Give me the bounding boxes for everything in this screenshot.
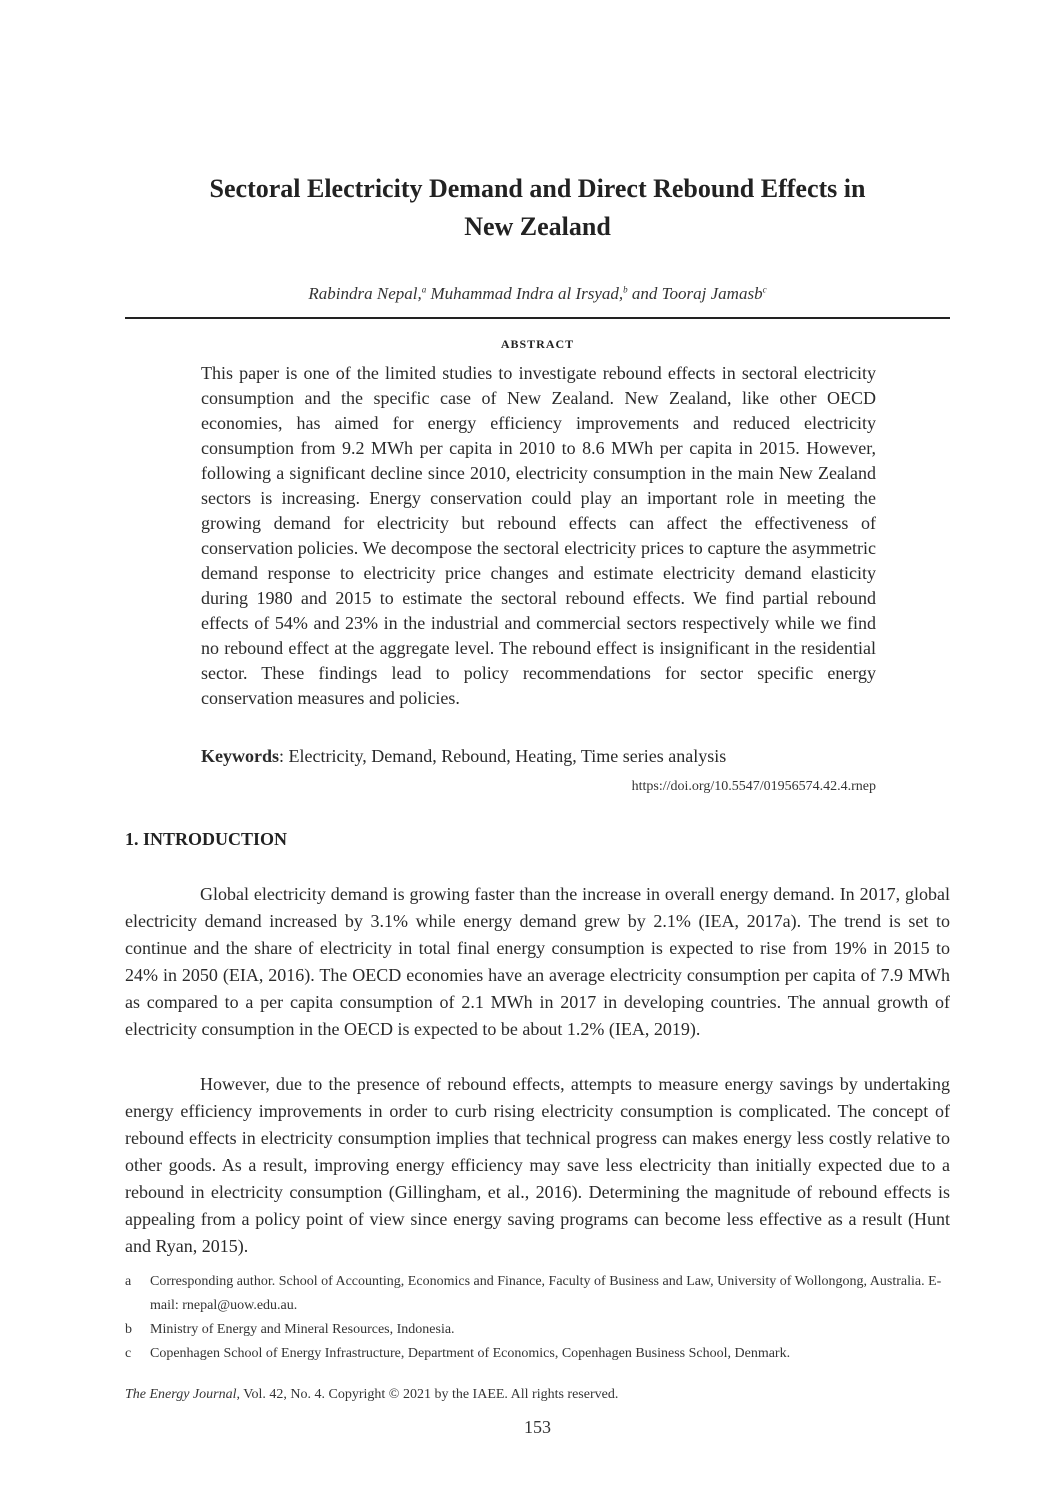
abstract-text: This paper is one of the limited studies to investigate rebound effects in sectoral electricity consumption and the specific case of New Zealand. New Zealand, like other OECD economies, has aimed for energy efficiency improvements and reduced electricity consumption from 9.2 MWh per capita in 2010 to 8.6 MWh per capita in 2015. However, following a significant decline since 2010, electricity consumption in the main New Zealand sectors is increasing. Energy conservation could play an important role in meeting the growing demand for electricity but rebound effects can affect the effectiveness of conservation policies. We decompose the sectoral electricity prices to capture the asymmetric demand response to electricity price changes and estimate electricity demand elasticity during 1980 and 2015 to estimate the sectoral rebound effects. We find partial rebound effects of 54% and 23% in the industrial and commercial sectors respectively while we find no rebound effect at the aggregate level. The rebound effect is insignificant in the residential sector. These findings lead to policy recommendations for sector specific energy conservation measures and policies. [201,363,876,708]
journal-details: , Vol. 42, No. 4. Copyright © 2021 by the IAEE. All rights reserved. [236,1387,619,1402]
author-name: Muhammad Indra al Irsyad, [426,284,624,303]
footnote-text: Corresponding author. School of Accounting, Economics and Finance, Faculty of Business and Law, University of Wollongong, Australia. E-mail: rnepal@uow.edu.au. [150,1274,942,1313]
body-paragraph: However, due to the presence of rebound effects, attempts to measure energy savings by undertaking energy efficiency improvements in order to curb rising electricity consumption is complicated. The concept of rebound effects in electricity consumption implies that technical progress can makes energy less costly relative to other goods. As a result, improving energy efficiency may save less electricity than initially expected due to a rebound in electricity consumption (Gillingham, et al., 2016). Determining the magnitude of rebound effects is appealing from a policy point of view since energy saving programs can become less effective as a result (Hunt and Ryan, 2015). [125,1074,950,1256]
footnote-mark: a [125,1274,132,1289]
affiliation-mark: a [421,284,427,295]
footnote [125,1318,950,1342]
footnote-text: Copenhagen School of Energy Infrastructure, Department of Economics, Copenhagen Business School, Denmark. [150,1346,791,1361]
title-line-1: Sectoral Electricity Demand and Direct Rebound Effects in [209,174,866,203]
page-number: 153 [524,1417,551,1437]
body-paragraph: Global electricity demand is growing faster than the increase in overall energy demand. In 2017, global electricity demand increased by 3.1% while energy demand grew by 2.1% (IEA, 2017a). The trend is set to continue and the share of electricity in total final energy consumption is expected to rise from 19% in 2015 to 24% in 2050 (EIA, 2016). The OECD economies have an average electricity consumption per capita of 7.9 MWh as compared to a per capita consumption of 2.1 MWh in 2017 in developing countries. The annual growth of electricity consumption in the OECD is expected to be about 1.2% (IEA, 2019). [125,884,950,1039]
title-line-2: New Zealand [464,212,611,241]
section-heading: 1. INTRODUCTION [125,829,288,849]
journal-citation [125,1386,618,1404]
paper-title [125,170,950,246]
footnote-mark: c [125,1346,132,1361]
doi-link[interactable]: https://doi.org/10.5547/01956574.42.4.rnep [631,779,876,794]
journal-name: The Energy Journal [125,1387,237,1402]
author-name: and Tooraj Jamasb [627,284,763,303]
footnote [125,1342,950,1366]
header-divider [125,317,950,319]
affiliation-mark: c [762,284,767,295]
keywords-list: : Electricity, Demand, Rebound, Heating, Time series analysis [279,746,727,766]
footnote [125,1270,950,1318]
footnote-text: Ministry of Energy and Mineral Resources, Indonesia. [150,1322,455,1337]
author-list [125,283,950,305]
abstract-heading: ABSTRACT [500,337,575,351]
author-name: Rabindra Nepal, [308,284,422,303]
keywords [201,744,876,769]
affiliation-mark: b [623,284,628,295]
footnotes [125,1270,950,1366]
footnote-mark: b [125,1322,132,1337]
keywords-label: Keywords [201,746,279,766]
